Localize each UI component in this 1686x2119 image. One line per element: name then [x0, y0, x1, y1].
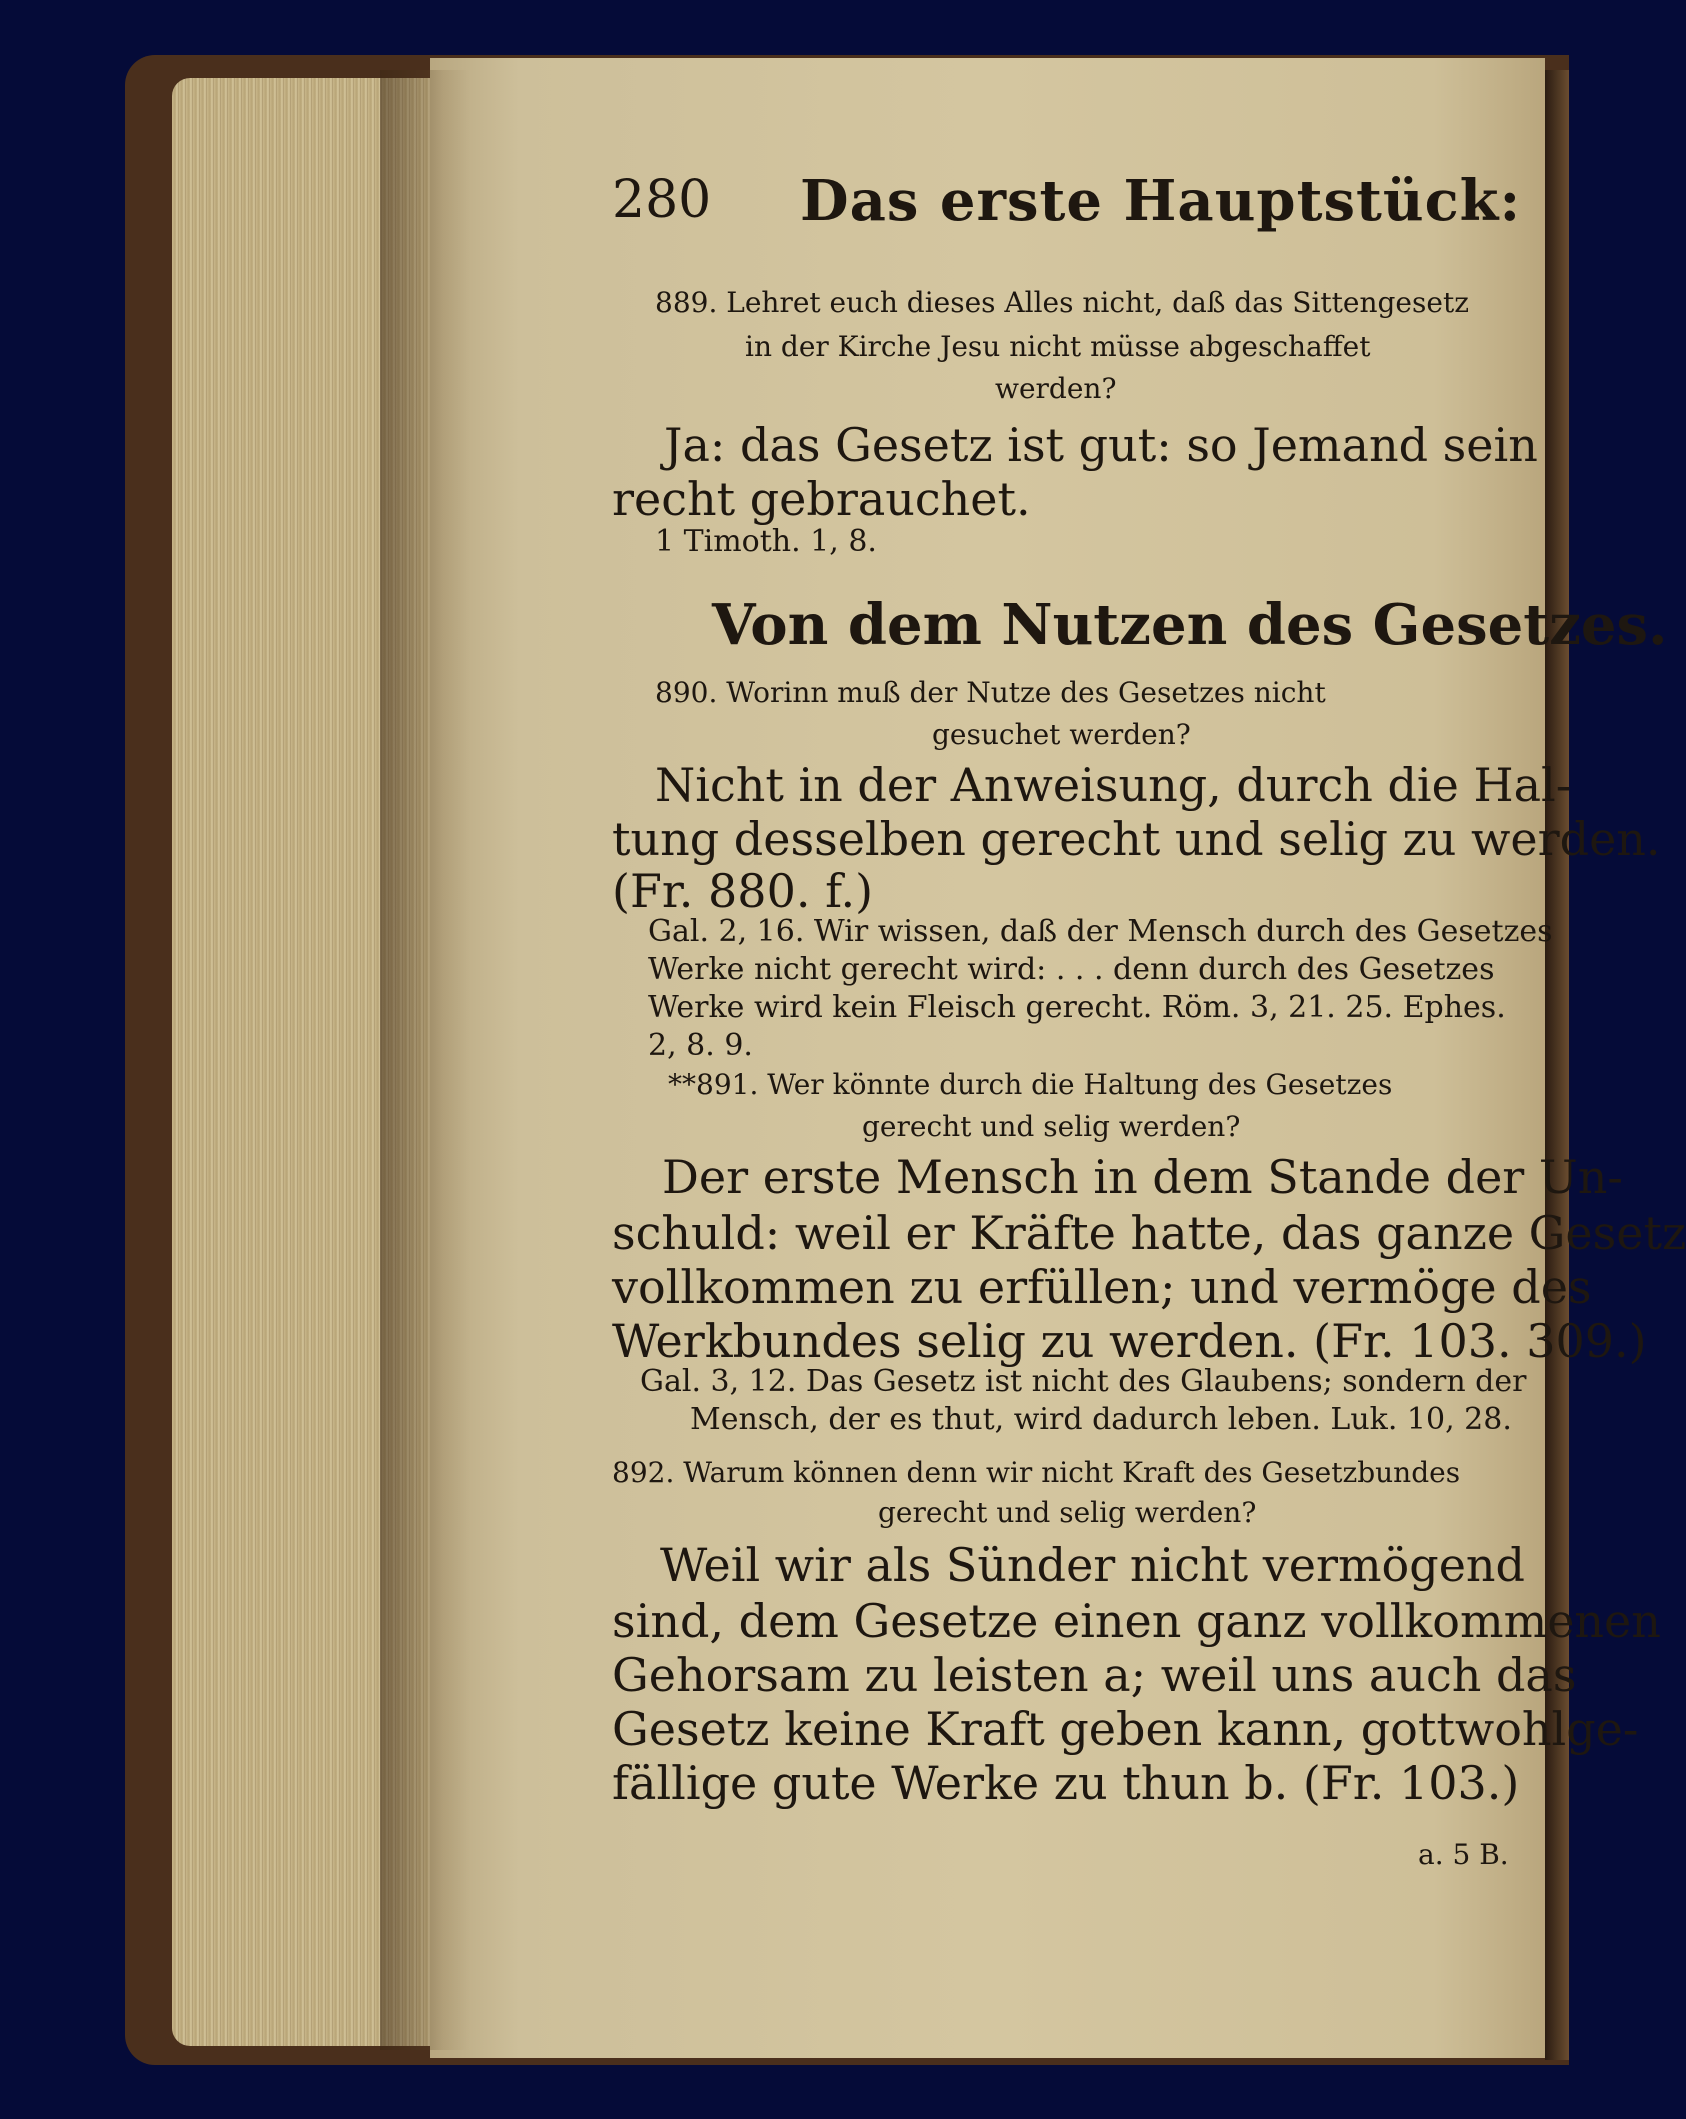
answer-890-line2: tung desselben gerecht und selig zu werden.: [612, 812, 1661, 866]
answer-892-line3: Gehorsam zu leisten a; weil uns auch das: [612, 1648, 1577, 1702]
answer-889-line2: recht gebrauchet.: [612, 472, 1031, 526]
question-889-line1: 889. Lehret euch dieses Alles nicht, daß das Sittengesetz: [655, 286, 1469, 319]
question-892-line2: gerecht und selig werden?: [878, 1496, 1257, 1529]
citation-891-line2: Mensch, der es thut, wird dadurch leben. Luk. 10, 28.: [690, 1402, 1512, 1437]
answer-892-line4: Gesetz keine Kraft geben kann, gottwohlge-: [612, 1702, 1639, 1756]
page-number: 280: [612, 170, 712, 230]
citation-891-line1: Gal. 3, 12. Das Gesetz ist nicht des Glaubens; sondern der: [640, 1364, 1527, 1399]
citation-890-line3: Werke wird kein Fleisch gerecht. Röm. 3, 21. 25. Ephes.: [648, 990, 1506, 1025]
question-889-line3: werden?: [995, 372, 1117, 405]
question-891-line1: **891. Wer könnte durch die Haltung des Gesetzes: [668, 1068, 1393, 1101]
answer-891-line1: Der erste Mensch in dem Stande der Un-: [662, 1150, 1623, 1204]
citation-890-line2: Werke nicht gerecht wird: . . . denn durch des Gesetzes: [648, 952, 1495, 987]
citation-890-line4: 2, 8. 9.: [648, 1028, 753, 1063]
catchword: a. 5 B.: [1418, 1838, 1509, 1871]
next-page-edge: [1545, 70, 1569, 2060]
answer-890-line3: (Fr. 880. f.): [612, 864, 874, 918]
question-889-line2: in der Kirche Jesu nicht müsse abgeschaffet: [745, 330, 1371, 363]
question-890-line1: 890. Worinn muß der Nutze des Gesetzes nicht: [655, 676, 1326, 709]
citation-889: 1 Timoth. 1, 8.: [655, 524, 877, 559]
page-gutter-shadow: [380, 70, 470, 2050]
chapter-title: Das erste Hauptstück:: [800, 168, 1522, 234]
section-heading: Von dem Nutzen des Gesetzes.: [712, 592, 1668, 658]
answer-892-line2: sind, dem Gesetze einen ganz vollkommenen: [612, 1594, 1661, 1648]
question-890-line2: gesuchet werden?: [932, 718, 1191, 751]
answer-891-line3: vollkommen zu erfüllen; und vermöge des: [612, 1260, 1592, 1314]
answer-890-line1: Nicht in der Anweisung, durch die Hal-: [655, 758, 1572, 812]
answer-892-line5: fällige gute Werke zu thun b. (Fr. 103.): [612, 1756, 1520, 1810]
answer-891-line4: Werkbundes selig zu werden. (Fr. 103. 309.): [612, 1314, 1647, 1368]
answer-889-line1: Ja: das Gesetz ist gut: so Jemand sein: [664, 418, 1538, 472]
answer-892-line1: Weil wir als Sünder nicht vermögend: [660, 1538, 1525, 1592]
citation-890-line1: Gal. 2, 16. Wir wissen, daß der Mensch durch des Gesetzes: [648, 914, 1553, 949]
question-892-line1: 892. Warum können denn wir nicht Kraft des Gesetzbundes: [612, 1456, 1461, 1489]
answer-891-line2: schuld: weil er Kräfte hatte, das ganze Gesetz: [612, 1206, 1686, 1260]
question-891-line2: gerecht und selig werden?: [862, 1110, 1241, 1143]
